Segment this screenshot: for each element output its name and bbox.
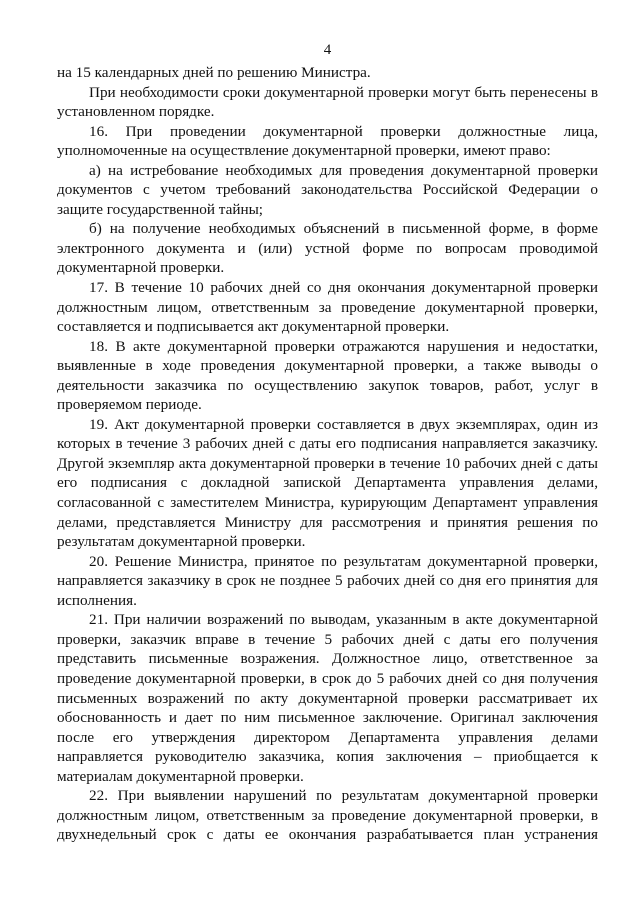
paragraph-16: 16. При проведении документарной проверки должностные лица, уполномоченные на осуществление документарной проверки, имеют право: <box>57 122 598 160</box>
paragraph-16-b: б) на получение необходимых объяснений в письменной форме, в форме электронного документа и (или) устной форме по вопросам проводимой документарной проверки. <box>57 220 598 277</box>
paragraph-16-a: а) на истребование необходимых для проведения документарной проверки документов с учетом требований законодательства Российской Федерации о защите государственной тайны; <box>57 161 598 218</box>
paragraph-22: 22. При выявлении нарушений по результатам документарной проверки должностным лицом, ответственным за проведение документарной проверки, в двухнедельный срок с даты ее окончания разрабатывается план устранения <box>57 787 598 844</box>
document-body <box>57 63 598 845</box>
paragraph-18: 18. В акте документарной проверки отражаются нарушения и недостатки, выявленные в ходе проведения документарной проверки, а также выводы о деятельности заказчика по осуществлению закупок товаров, работ, услуг в проверяемом периоде. <box>57 337 598 414</box>
document-page <box>57 0 598 905</box>
paragraph-19: 19. Акт документарной проверки составляется в двух экземплярах, один из которых в течение 3 рабочих дней с даты его подписания направляется заказчику. Другой экземпляр акта документарной проверки в течение 10 рабочих дней с даты его подписания с докладной запиской Департамента управления делами, согласованной с заместителем Министра, курирующим Департамент управления делами, представляется Министру для рассмотрения и принятия решения по результатам документарной проверки. <box>57 415 598 551</box>
paragraph-17: 17. В течение 10 рабочих дней со дня окончания документарной проверки должностным лицом, ответственным за проведение документарной проверки, составляется и подписывается акт документарной проверки. <box>57 279 598 336</box>
paragraph-rescheduling: При необходимости сроки документарной проверки могут быть перенесены в установленном порядке. <box>57 83 598 121</box>
page-number: 4 <box>323 42 332 58</box>
paragraph-20: 20. Решение Министра, принятое по результатам документарной проверки, направляется заказчику в срок не позднее 5 рабочих дней со дня его принятия для исполнения. <box>57 552 598 609</box>
paragraph-continuation: на 15 календарных дней по решению Министра. <box>57 64 371 81</box>
paragraph-21: 21. При наличии возражений по выводам, указанным в акте документарной проверки, заказчик вправе в течение 5 рабочих дней с даты его получения представить письменные возражения. Должностное лицо, ответственное за проведение документарной проверки, в срок до 5 рабочих дней со дня получения письменных возражений по акту документарной проверки рассматривает их обоснованность и дает по ним письменное заключение. Оригинал заключения после его утверждения директором Департамента управления делами направляется руководителю заказчика, копия заключения – приобщается к материалам документарной проверки. <box>57 611 598 785</box>
